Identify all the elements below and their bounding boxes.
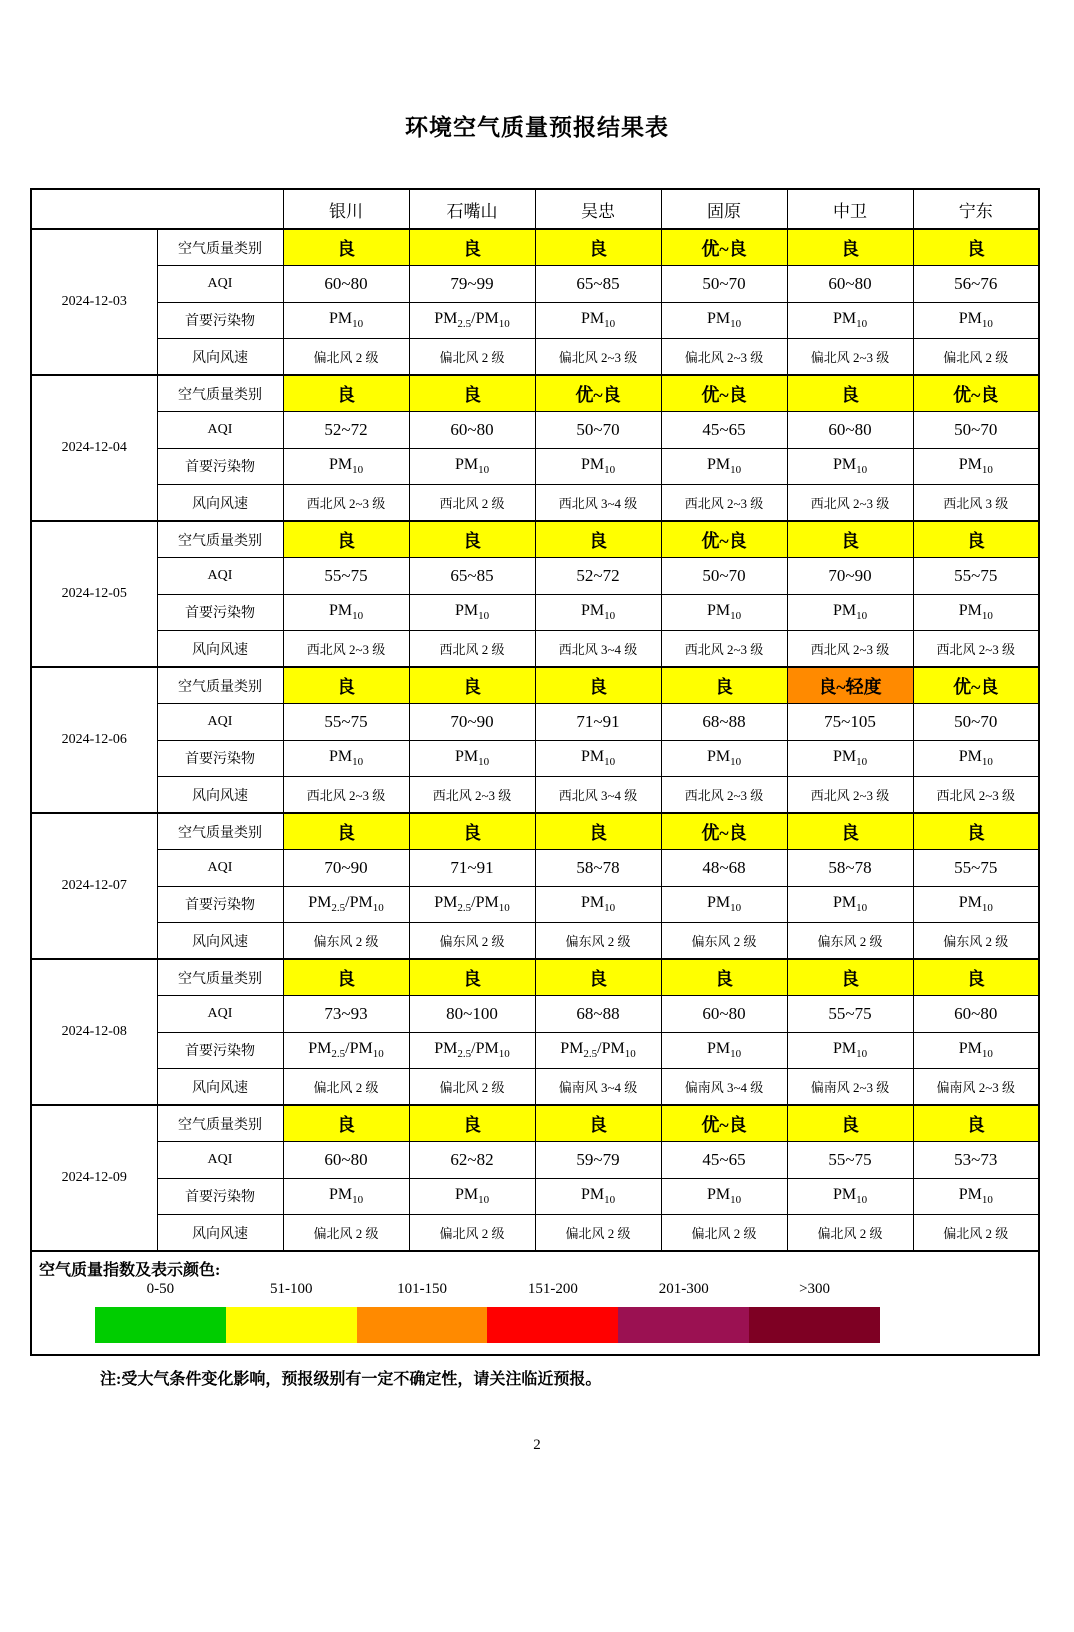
aqi-cell: 58~78 [787, 850, 913, 887]
forecast-row [31, 667, 1039, 704]
table-corner-cell [31, 189, 283, 229]
row-label: 首要污染物 [157, 1032, 283, 1069]
aqi-cell: 53~73 [913, 1142, 1039, 1179]
aqi-cell: 45~65 [661, 412, 787, 449]
legend-color-swatch [618, 1307, 749, 1343]
forecast-row [31, 886, 1039, 923]
forecast-row [31, 339, 1039, 376]
category-cell: 优~良 [661, 375, 787, 412]
date-cell: 2024-12-06 [31, 667, 157, 813]
wind-cell: 西北风 2~3 级 [661, 485, 787, 522]
city-header: 吴忠 [535, 189, 661, 229]
row-label: 首要污染物 [157, 448, 283, 485]
page-number: 2 [533, 1437, 541, 1453]
wind-cell: 偏南风 2~3 级 [787, 1069, 913, 1106]
forecast-row [31, 485, 1039, 522]
wind-cell: 偏东风 2 级 [787, 923, 913, 960]
wind-cell: 西北风 2 级 [409, 485, 535, 522]
forecast-row [31, 266, 1039, 303]
legend-range-label: >300 [799, 1281, 831, 1297]
wind-cell: 西北风 2 级 [409, 631, 535, 668]
row-label: 首要污染物 [157, 594, 283, 631]
row-label: AQI [157, 1142, 283, 1179]
aqi-cell: 48~68 [661, 850, 787, 887]
wind-cell: 偏北风 2 级 [661, 1215, 787, 1252]
forecast-row [31, 412, 1039, 449]
aqi-cell: 60~80 [787, 412, 913, 449]
row-label: 风向风速 [157, 485, 283, 522]
aqi-cell: 68~88 [535, 996, 661, 1033]
pollutant-cell: $PM_{10}$ [535, 448, 661, 485]
category-cell: 良 [283, 521, 409, 558]
legend-item [618, 1281, 749, 1343]
category-cell: 优~良 [913, 667, 1039, 704]
category-cell: 良 [535, 521, 661, 558]
row-label: 空气质量类别 [157, 813, 283, 850]
city-header: 中卫 [787, 189, 913, 229]
pollutant-cell: $PM_{10}$ [283, 1178, 409, 1215]
row-label: 风向风速 [157, 923, 283, 960]
wind-cell: 偏北风 2 级 [283, 1215, 409, 1252]
date-cell: 2024-12-09 [31, 1105, 157, 1251]
category-cell: 良 [535, 667, 661, 704]
pollutant-cell: $PM_{10}$ [283, 594, 409, 631]
row-label: 空气质量类别 [157, 959, 283, 996]
pollutant-cell: $PM_{10}$ [787, 1032, 913, 1069]
row-label: 风向风速 [157, 1069, 283, 1106]
legend-range-label: 0-50 [146, 1281, 175, 1297]
aqi-cell: 55~75 [787, 996, 913, 1033]
pollutant-cell: $PM_{10}$ [535, 594, 661, 631]
forecast-row [31, 448, 1039, 485]
category-cell: 良 [913, 959, 1039, 996]
pollutant-cell: $PM_{10}$ [787, 1178, 913, 1215]
category-cell: 良 [535, 813, 661, 850]
wind-cell: 偏东风 2 级 [913, 923, 1039, 960]
forecast-row [31, 1069, 1039, 1106]
category-cell: 良 [409, 667, 535, 704]
wind-cell: 偏东风 2 级 [535, 923, 661, 960]
category-cell: 良 [283, 229, 409, 266]
forecast-row [31, 1215, 1039, 1252]
wind-cell: 西北风 2~3 级 [913, 777, 1039, 814]
date-cell: 2024-12-03 [31, 229, 157, 375]
category-cell: 优~良 [661, 521, 787, 558]
wind-cell: 西北风 3~4 级 [535, 485, 661, 522]
category-cell: 良 [787, 229, 913, 266]
aqi-cell: 60~80 [787, 266, 913, 303]
wind-cell: 偏南风 2~3 级 [913, 1069, 1039, 1106]
aqi-cell: 71~91 [409, 850, 535, 887]
pollutant-cell: $PM_{10}$ [535, 740, 661, 777]
legend-color-swatch [95, 1307, 226, 1343]
wind-cell: 偏东风 2 级 [661, 923, 787, 960]
legend-item [749, 1281, 880, 1343]
category-cell: 优~良 [661, 813, 787, 850]
pollutant-cell: $PM_{10}$ [661, 886, 787, 923]
aqi-cell: 52~72 [283, 412, 409, 449]
category-cell: 良 [913, 813, 1039, 850]
pollutant-cell: $PM_{10}$ [913, 1032, 1039, 1069]
aqi-cell: 50~70 [913, 412, 1039, 449]
category-cell: 良 [283, 959, 409, 996]
aqi-cell: 73~93 [283, 996, 409, 1033]
aqi-cell: 59~79 [535, 1142, 661, 1179]
category-cell: 优~良 [661, 229, 787, 266]
aqi-cell: 50~70 [661, 558, 787, 595]
city-header: 石嘴山 [409, 189, 535, 229]
forecast-row [31, 777, 1039, 814]
date-cell: 2024-12-04 [31, 375, 157, 521]
category-cell: 良 [409, 375, 535, 412]
forecast-row [31, 996, 1039, 1033]
aqi-cell: 60~80 [283, 1142, 409, 1179]
forecast-row [31, 521, 1039, 558]
wind-cell: 偏东风 2 级 [409, 923, 535, 960]
pollutant-cell: $PM_{10}$ [913, 594, 1039, 631]
category-cell: 良~轻度 [787, 667, 913, 704]
wind-cell: 西北风 3~4 级 [535, 777, 661, 814]
pollutant-cell: $PM_{10}$ [283, 448, 409, 485]
pollutant-cell: $PM_{10}$ [913, 886, 1039, 923]
aqi-cell: 58~78 [535, 850, 661, 887]
row-label: 空气质量类别 [157, 521, 283, 558]
wind-cell: 偏北风 2 级 [283, 339, 409, 376]
pollutant-cell: $PM_{10}$ [913, 302, 1039, 339]
forecast-row [31, 740, 1039, 777]
forecast-row [31, 1032, 1039, 1069]
category-cell: 优~良 [535, 375, 661, 412]
wind-cell: 西北风 2~3 级 [283, 777, 409, 814]
wind-cell: 偏北风 2~3 级 [535, 339, 661, 376]
row-label: 风向风速 [157, 631, 283, 668]
aqi-cell: 70~90 [787, 558, 913, 595]
wind-cell: 西北风 2~3 级 [661, 631, 787, 668]
wind-cell: 偏北风 2 级 [787, 1215, 913, 1252]
pollutant-cell: $PM_{2.5}/PM_{10}$ [409, 302, 535, 339]
wind-cell: 西北风 2~3 级 [787, 777, 913, 814]
pollutant-cell: $PM_{10}$ [409, 740, 535, 777]
wind-cell: 偏南风 3~4 级 [661, 1069, 787, 1106]
aqi-cell: 71~91 [535, 704, 661, 741]
wind-cell: 西北风 3~4 级 [535, 631, 661, 668]
city-header: 固原 [661, 189, 787, 229]
row-label: AQI [157, 996, 283, 1033]
legend-item [226, 1281, 357, 1343]
aqi-cell: 62~82 [409, 1142, 535, 1179]
category-cell: 良 [283, 667, 409, 704]
forecast-table-body [31, 189, 1039, 1251]
category-cell: 良 [913, 1105, 1039, 1142]
category-cell: 良 [409, 521, 535, 558]
row-label: 风向风速 [157, 777, 283, 814]
category-cell: 良 [535, 959, 661, 996]
pollutant-cell: $PM_{10}$ [409, 1178, 535, 1215]
category-cell: 良 [913, 521, 1039, 558]
wind-cell: 偏北风 2 级 [913, 1215, 1039, 1252]
row-label: AQI [157, 850, 283, 887]
legend-color-swatch [357, 1307, 488, 1343]
pollutant-cell: $PM_{10}$ [913, 740, 1039, 777]
row-label: 首要污染物 [157, 1178, 283, 1215]
city-header: 银川 [283, 189, 409, 229]
aqi-cell: 52~72 [535, 558, 661, 595]
wind-cell: 偏南风 3~4 级 [535, 1069, 661, 1106]
category-cell: 良 [409, 959, 535, 996]
row-label: 首要污染物 [157, 886, 283, 923]
aqi-cell: 60~80 [913, 996, 1039, 1033]
aqi-cell: 65~85 [535, 266, 661, 303]
aqi-legend [30, 1252, 1040, 1356]
pollutant-cell: $PM_{10}$ [283, 302, 409, 339]
category-cell: 良 [409, 813, 535, 850]
aqi-cell: 79~99 [409, 266, 535, 303]
category-cell: 良 [535, 229, 661, 266]
wind-cell: 西北风 2~3 级 [787, 485, 913, 522]
aqi-cell: 70~90 [409, 704, 535, 741]
pollutant-cell: $PM_{10}$ [787, 594, 913, 631]
category-cell: 良 [409, 229, 535, 266]
row-label: 风向风速 [157, 339, 283, 376]
row-label: 首要污染物 [157, 302, 283, 339]
wind-cell: 偏北风 2~3 级 [661, 339, 787, 376]
aqi-cell: 56~76 [913, 266, 1039, 303]
forecast-row [31, 1178, 1039, 1215]
category-cell: 良 [283, 375, 409, 412]
wind-cell: 西北风 2~3 级 [913, 631, 1039, 668]
aqi-cell: 50~70 [535, 412, 661, 449]
city-header: 宁东 [913, 189, 1039, 229]
document-page [0, 112, 1074, 1632]
page-title: 环境空气质量预报结果表 [405, 115, 669, 140]
aqi-cell: 75~105 [787, 704, 913, 741]
category-cell: 良 [283, 1105, 409, 1142]
wind-cell: 西北风 2~3 级 [787, 631, 913, 668]
pollutant-cell: $PM_{2.5}/PM_{10}$ [283, 1032, 409, 1069]
forecast-row [31, 1142, 1039, 1179]
wind-cell: 偏东风 2 级 [283, 923, 409, 960]
wind-cell: 偏北风 2 级 [409, 339, 535, 376]
aqi-cell: 60~80 [283, 266, 409, 303]
pollutant-cell: $PM_{10}$ [661, 740, 787, 777]
wind-cell: 西北风 2~3 级 [409, 777, 535, 814]
pollutant-cell: $PM_{10}$ [535, 886, 661, 923]
forecast-row [31, 704, 1039, 741]
forecast-row [31, 813, 1039, 850]
wind-cell: 偏北风 2 级 [283, 1069, 409, 1106]
aqi-cell: 55~75 [913, 558, 1039, 595]
aqi-cell: 55~75 [913, 850, 1039, 887]
aqi-cell: 45~65 [661, 1142, 787, 1179]
category-cell: 良 [787, 813, 913, 850]
aqi-cell: 70~90 [283, 850, 409, 887]
forecast-row [31, 302, 1039, 339]
pollutant-cell: $PM_{2.5}/PM_{10}$ [535, 1032, 661, 1069]
row-label: 空气质量类别 [157, 1105, 283, 1142]
category-cell: 优~良 [913, 375, 1039, 412]
forecast-row [31, 594, 1039, 631]
wind-cell: 西北风 3 级 [913, 485, 1039, 522]
pollutant-cell: $PM_{10}$ [409, 594, 535, 631]
category-cell: 良 [787, 521, 913, 558]
aqi-cell: 50~70 [661, 266, 787, 303]
aqi-cell: 65~85 [409, 558, 535, 595]
forecast-row [31, 375, 1039, 412]
wind-cell: 偏北风 2 级 [409, 1069, 535, 1106]
pollutant-cell: $PM_{10}$ [535, 302, 661, 339]
category-cell: 良 [787, 375, 913, 412]
legend-bar [95, 1281, 880, 1343]
row-label: AQI [157, 412, 283, 449]
pollutant-cell: $PM_{10}$ [913, 448, 1039, 485]
legend-item [487, 1281, 618, 1343]
wind-cell: 偏北风 2 级 [535, 1215, 661, 1252]
pollutant-cell: $PM_{10}$ [913, 1178, 1039, 1215]
wind-cell: 西北风 2~3 级 [283, 631, 409, 668]
aqi-cell: 60~80 [409, 412, 535, 449]
wind-cell: 西北风 2~3 级 [283, 485, 409, 522]
category-cell: 良 [913, 229, 1039, 266]
pollutant-cell: $PM_{2.5}/PM_{10}$ [409, 886, 535, 923]
pollutant-cell: $PM_{2.5}/PM_{10}$ [409, 1032, 535, 1069]
row-label: 风向风速 [157, 1215, 283, 1252]
pollutant-cell: $PM_{10}$ [661, 448, 787, 485]
forecast-row [31, 229, 1039, 266]
pollutant-cell: $PM_{10}$ [661, 1178, 787, 1215]
forecast-note: 注:受大气条件变化影响，预报级别有一定不确定性，请关注临近预报。 [100, 1371, 602, 1388]
category-cell: 良 [661, 959, 787, 996]
date-cell: 2024-12-07 [31, 813, 157, 959]
pollutant-cell: $PM_{10}$ [661, 302, 787, 339]
forecast-row [31, 631, 1039, 668]
category-cell: 良 [787, 959, 913, 996]
forecast-row [31, 959, 1039, 996]
row-label: 空气质量类别 [157, 375, 283, 412]
pollutant-cell: $PM_{10}$ [661, 1032, 787, 1069]
aqi-cell: 55~75 [283, 558, 409, 595]
wind-cell: 偏北风 2 级 [409, 1215, 535, 1252]
legend-item [95, 1281, 226, 1343]
category-cell: 良 [787, 1105, 913, 1142]
row-label: AQI [157, 558, 283, 595]
date-cell: 2024-12-05 [31, 521, 157, 667]
legend-title: 空气质量指数及表示颜色: [39, 1262, 221, 1279]
aqi-cell: 68~88 [661, 704, 787, 741]
row-label: 空气质量类别 [157, 667, 283, 704]
legend-range-label: 101-150 [397, 1281, 448, 1297]
forecast-table [30, 188, 1040, 1252]
forecast-row [31, 1105, 1039, 1142]
category-cell: 良 [535, 1105, 661, 1142]
pollutant-cell: $PM_{10}$ [787, 886, 913, 923]
row-label: AQI [157, 704, 283, 741]
wind-cell: 偏北风 2~3 级 [787, 339, 913, 376]
row-label: 首要污染物 [157, 740, 283, 777]
date-cell: 2024-12-08 [31, 959, 157, 1105]
wind-cell: 偏北风 2 级 [913, 339, 1039, 376]
aqi-cell: 60~80 [661, 996, 787, 1033]
category-cell: 良 [661, 667, 787, 704]
pollutant-cell: $PM_{10}$ [787, 740, 913, 777]
pollutant-cell: $PM_{2.5}/PM_{10}$ [283, 886, 409, 923]
aqi-cell: 55~75 [283, 704, 409, 741]
legend-item [357, 1281, 488, 1343]
legend-range-label: 51-100 [269, 1281, 313, 1297]
category-cell: 优~良 [661, 1105, 787, 1142]
forecast-row [31, 923, 1039, 960]
pollutant-cell: $PM_{10}$ [283, 740, 409, 777]
category-cell: 良 [409, 1105, 535, 1142]
forecast-row [31, 558, 1039, 595]
forecast-row [31, 850, 1039, 887]
pollutant-cell: $PM_{10}$ [535, 1178, 661, 1215]
aqi-cell: 55~75 [787, 1142, 913, 1179]
category-cell: 良 [283, 813, 409, 850]
row-label: 空气质量类别 [157, 229, 283, 266]
row-label: AQI [157, 266, 283, 303]
wind-cell: 西北风 2~3 级 [661, 777, 787, 814]
pollutant-cell: $PM_{10}$ [409, 448, 535, 485]
pollutant-cell: $PM_{10}$ [661, 594, 787, 631]
pollutant-cell: $PM_{10}$ [787, 448, 913, 485]
aqi-cell: 80~100 [409, 996, 535, 1033]
pollutant-cell: $PM_{10}$ [787, 302, 913, 339]
legend-range-label: 151-200 [527, 1281, 578, 1297]
legend-color-swatch [487, 1307, 618, 1343]
aqi-cell: 50~70 [913, 704, 1039, 741]
legend-color-swatch [226, 1307, 357, 1343]
legend-color-swatch [749, 1307, 880, 1343]
legend-range-label: 201-300 [658, 1281, 709, 1297]
